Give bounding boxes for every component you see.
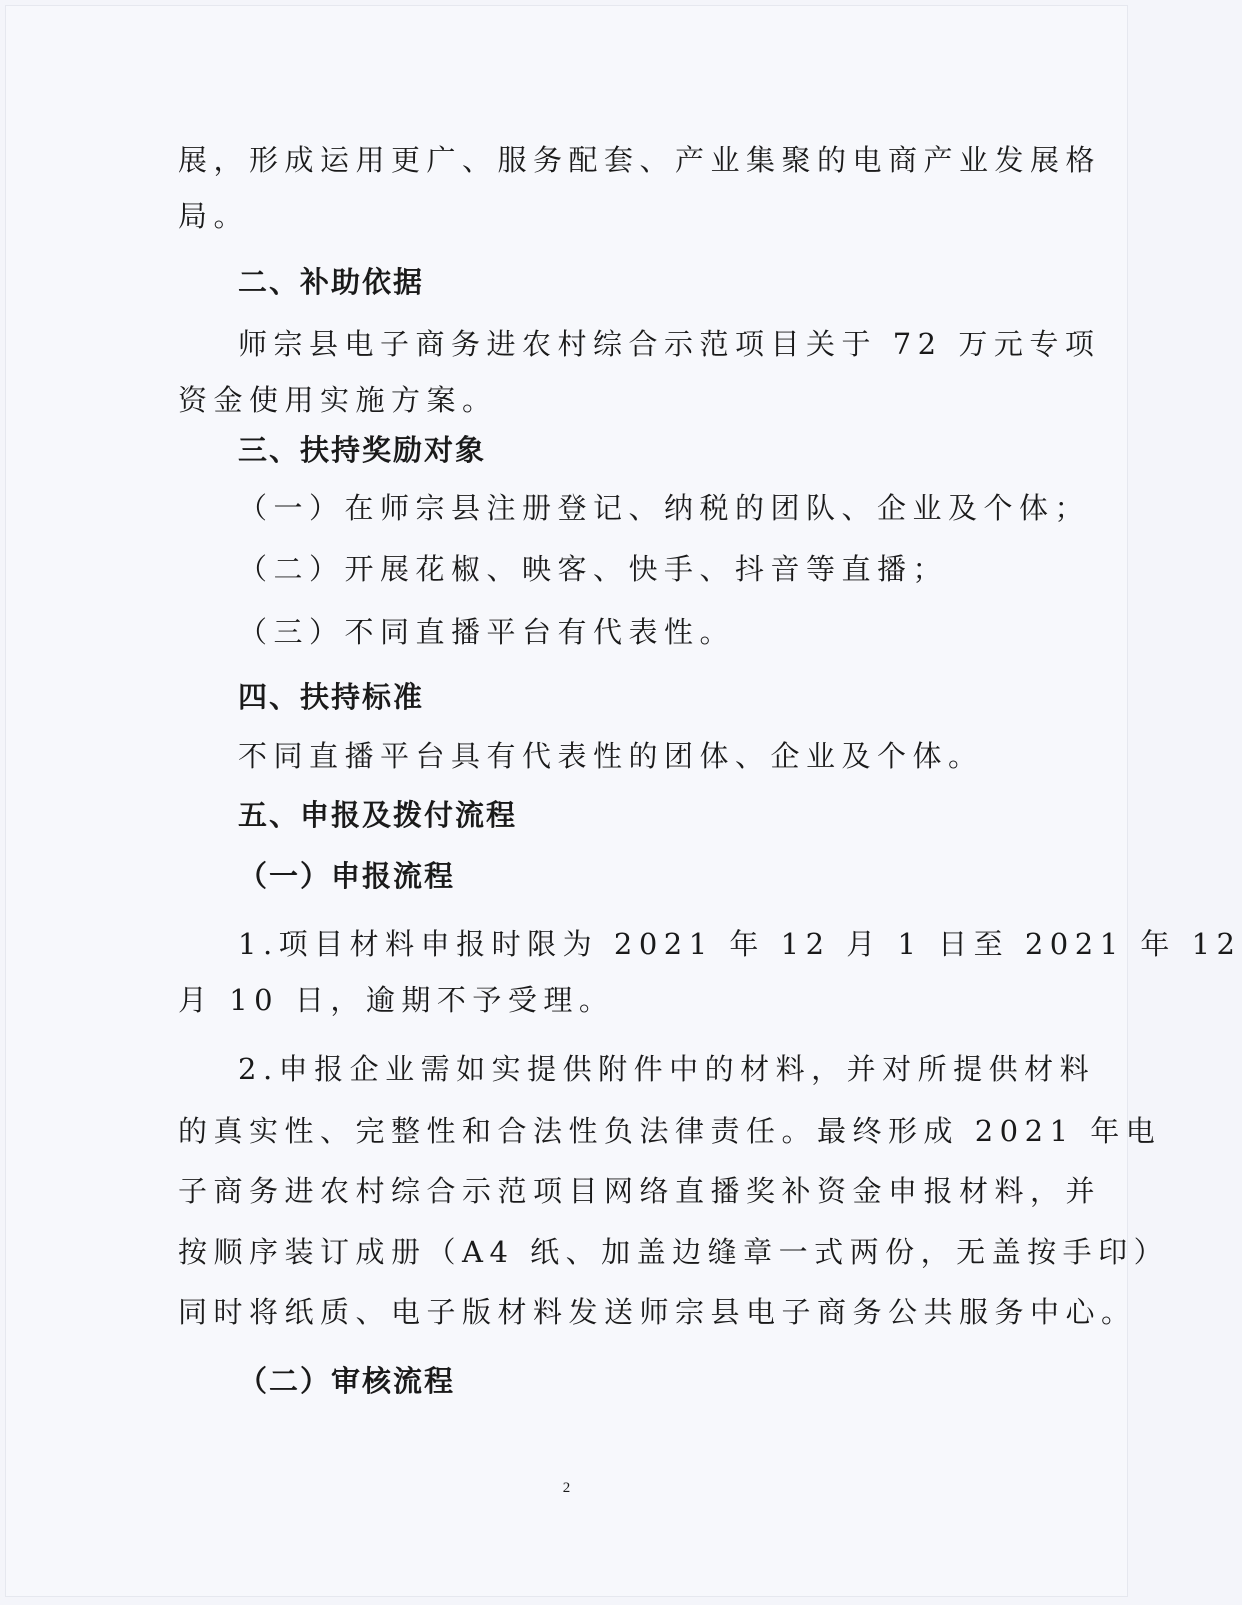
body-text-line: 局。 [178, 199, 250, 233]
list-item: （一）在师宗县注册登记、纳税的团队、企业及个体； [238, 491, 1091, 525]
body-text-line: 师宗县电子商务进农村综合示范项目关于 72 万元专项 [238, 327, 1101, 361]
body-text-line: 1.项目材料申报时限为 2021 年 12 月 1 日至 2021 年 12 [238, 927, 1242, 961]
list-item: （二）开展花椒、映客、快手、抖音等直播； [238, 552, 949, 586]
section-heading: 三、扶持奖励对象 [238, 433, 487, 467]
body-text-line: 按顺序装订成册（A4 纸、加盖边缝章一式两份，无盖按手印） [178, 1235, 1170, 1269]
body-text-line: 月 10 日，逾期不予受理。 [178, 983, 615, 1017]
body-text-line: 2.申报企业需如实提供附件中的材料，并对所提供材料 [238, 1052, 1096, 1086]
body-text-line: 子商务进农村综合示范项目网络直播奖补资金申报材料，并 [178, 1174, 1102, 1208]
section-heading: 四、扶持标准 [238, 680, 425, 714]
body-text-line: 资金使用实施方案。 [178, 383, 498, 417]
page-number: 2 [562, 1480, 571, 1496]
body-text-line: 展，形成运用更广、服务配套、产业集聚的电商产业发展格 [178, 143, 1102, 177]
body-text-line: 不同直播平台具有代表性的团体、企业及个体。 [238, 739, 984, 773]
subsection-heading: （一）申报流程 [238, 859, 456, 893]
document-page [5, 5, 1242, 1597]
section-heading: 二、补助依据 [238, 265, 425, 299]
body-text-line: 的真实性、完整性和合法性负法律责任。最终形成 2021 年电 [178, 1114, 1162, 1148]
subsection-heading: （二）审核流程 [238, 1364, 456, 1398]
list-item: （三）不同直播平台有代表性。 [238, 615, 736, 649]
body-text-line: 同时将纸质、电子版材料发送师宗县电子商务公共服务中心。 [178, 1295, 1137, 1329]
section-heading: 五、申报及拨付流程 [238, 798, 518, 832]
